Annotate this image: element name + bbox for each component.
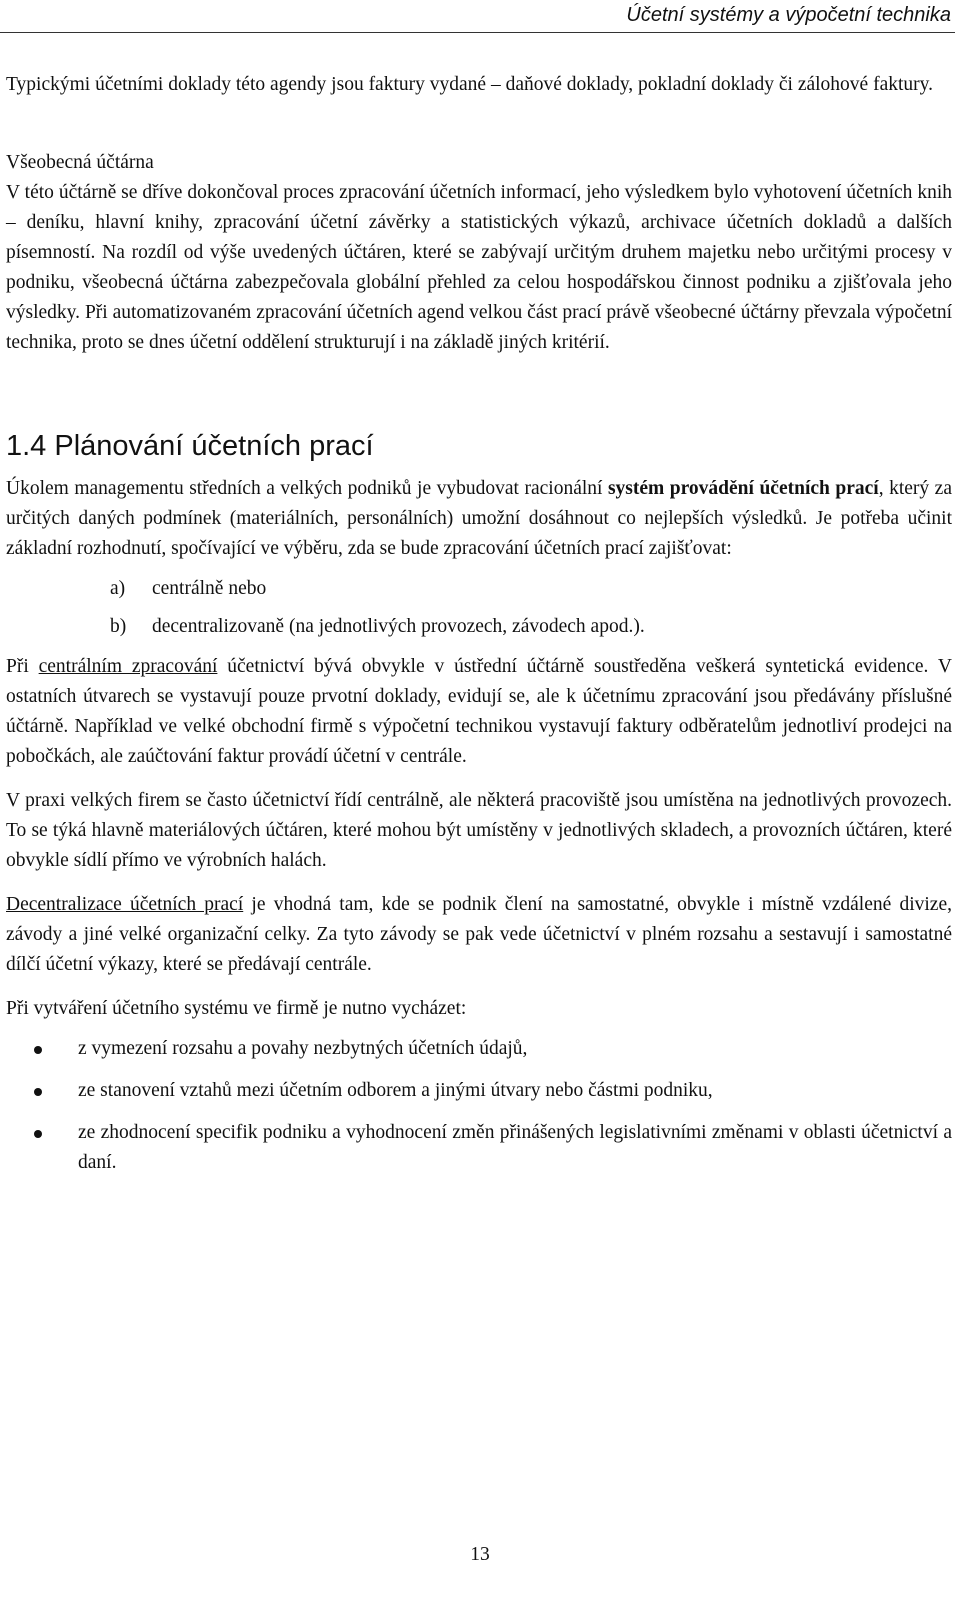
list-item <box>6 1034 952 1064</box>
list-item <box>6 1076 952 1106</box>
page-content <box>6 70 952 1190</box>
planning-paragraph-2 <box>6 652 952 772</box>
list-item <box>6 1118 952 1178</box>
list-item <box>6 574 952 604</box>
list-text: centrálně nebo <box>152 578 267 599</box>
p2-underlined-term: centrálním zpracování <box>38 656 218 677</box>
page-header <box>0 0 955 33</box>
p1-text-b: , který za určitých daných podmínek (materiálních, personálních) umožní dosáhnout co nejlepších výsledků. Je potřeba učinit základní rozhodnutí, spočívající ve výběru, zda se bude zpracování účetních prací zajišťovat: <box>6 478 952 559</box>
header-title: Účetní systémy a výpočetní technika <box>626 4 951 26</box>
options-list <box>6 574 952 642</box>
general-accounting-paragraph: V této účtárně se dříve dokončoval proces zpracování účetních informací, jeho výsledkem bylo vyhotovení účetních knih – deníku, hlavní knihy, zpracování účetní závěrky a statistických výkazů, archivace účetních dokladů a dalších písemností. Na rozdíl od výše uvedených účtáren, které se zabývají určitým druhem majetku nebo určitými procesy v podniku, všeobecná účtárna zabezpečovala globální přehled za celou hospodářskou činnost podniku a zjišťovala jeho výsledky. Při automatizovaném zpracování účetních agend velkou část prací právě všeobecné účtárny převzala výpočetní technika, proto se dnes účetní oddělení strukturují i na základě jiných kritérií. <box>6 182 952 353</box>
p1-bold-term: systém provádění účetních prací <box>607 478 879 499</box>
planning-paragraph-3: V praxi velkých firem se často účetnictví řídí centrálně, ale některá pracoviště jsou umístěna na jednotlivých provozech. To se týká hlavně materiálových účtáren, které mohou být umístěny v jednotlivých skladech, a provozních účtáren, které obvykle sídlí přímo ve výrobních halách. <box>6 790 952 871</box>
bullet-text: z vymezení rozsahu a povahy nezbytných účetních údajů, <box>78 1038 528 1059</box>
bullet-text: ze zhodnocení specifik podniku a vyhodnocení změn přinášených legislativními změnami v oblasti účetnictví a daní. <box>78 1122 952 1173</box>
list-text: decentralizovaně (na jednotlivých provozech, závodech apod.). <box>152 616 645 637</box>
p2-text-b: účetnictví bývá obvykle v ústřední účtárně soustředěna veškerá syntetická evidence. V ostatních útvarech se vystavují pouze prvotní doklady, evidují se, ale k účetnímu zpracování jsou předávány příslušné účtárně. Například ve velké obchodní firmě s výpočetní technikou vystavují faktury odběratelům jednotliví prodejci na pobočkách, ale zaúčtování faktur provádí účetní v centrále. <box>6 656 952 767</box>
page-number: 13 <box>470 1544 490 1565</box>
list-marker: b) <box>110 616 127 637</box>
list-item <box>6 612 952 642</box>
planning-paragraph-1 <box>6 474 952 564</box>
intro-paragraph: Typickými účetními doklady této agendy jsou faktury vydané – daňové doklady, pokladní doklady či zálohové faktury. <box>6 74 933 95</box>
section-heading: 1.4 Plánování účetních prací <box>6 430 374 462</box>
p4-text-b: je vhodná tam, kde se podnik člení na samostatné, obvykle i místně vzdálené divize, závody a jiné velké organizační celky. Za tyto závody se pak vede účetnictví v plném rozsahu a sestavují i samostatné dílčí účetní výkazy, které se předávají centrále. <box>6 894 952 975</box>
p2-text-a: Při <box>6 656 39 677</box>
bullet-list <box>6 1034 952 1178</box>
list-marker: a) <box>110 578 126 599</box>
bullet-icon <box>34 1130 42 1138</box>
bullet-text: ze stanovení vztahů mezi účetním odborem a jinými útvary nebo částmi podniku, <box>78 1080 713 1101</box>
planning-paragraph-4 <box>6 890 952 980</box>
planning-paragraph-5: Při vytváření účetního systému ve firmě je nutno vycházet: <box>6 998 467 1019</box>
subheading-general-accounting: Všeobecná účtárna <box>6 152 154 173</box>
p1-text-a: Úkolem managementu středních a velkých podniků je vybudovat racionální <box>6 478 608 499</box>
p4-underlined-term: Decentralizace účetních prací <box>6 894 244 915</box>
bullet-icon <box>34 1046 42 1054</box>
bullet-icon <box>34 1088 42 1096</box>
